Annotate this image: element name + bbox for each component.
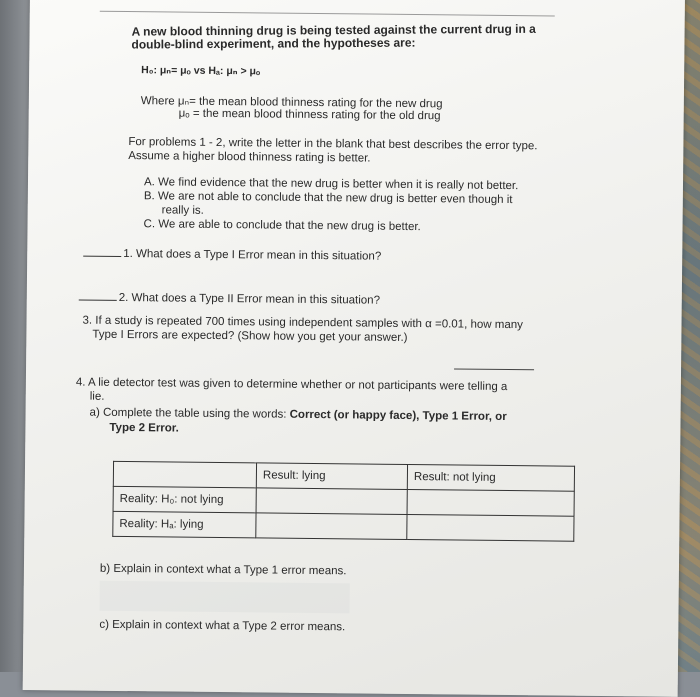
where-old-drug: μₒ = the mean blood thinness rating for the old drug <box>178 107 441 123</box>
header-result-lying: Result: lying <box>256 463 407 490</box>
where-new-drug: Where μₙ= the mean blood thinness rating for the new drug <box>140 95 443 111</box>
question-4a-line-2: Type 2 Error. <box>109 421 179 435</box>
worksheet-paper <box>23 0 685 697</box>
hypotheses: H₀: μₙ= μₒ vs Hₐ: μₙ > μₒ <box>141 64 261 78</box>
instructions-line-2: Assume a higher blood thinness rating is better. <box>128 150 371 165</box>
header-result-not-lying: Result: not lying <box>407 464 574 491</box>
option-a: A. We find evidence that the new drug is better when it is really not better. <box>143 176 519 193</box>
option-c: C. We are able to conclude that the new drug is better. <box>143 218 421 234</box>
answer-blank-2[interactable] <box>79 291 117 301</box>
answer-line-3[interactable] <box>454 368 534 370</box>
question-4-line-2: lie. <box>89 390 105 403</box>
question-1: 1. What does a Type I Error mean in this situation? <box>83 247 381 263</box>
cell-not-lying-not-lying[interactable] <box>407 489 574 516</box>
question-4-line-1: 4. A lie detector test was given to determine whether or not participants were telling a <box>75 376 508 394</box>
row-reality-lying: Reality: Hₐ: lying <box>113 511 256 537</box>
question-4a-line-1: a) Complete the table using the words: Correct (or happy face), Type 1 Error, or <box>89 406 507 424</box>
top-rule <box>100 11 555 17</box>
question-4c: c) Explain in context what a Type 2 error means. <box>99 618 346 634</box>
row-reality-not-lying: Reality: H₀: not lying <box>113 486 256 512</box>
option-b-line-2: really is. <box>161 204 204 217</box>
intro-line-2: double-blind experiment, and the hypotheses are: <box>131 35 416 52</box>
question-3-line-1: 3. If a study is repeated 700 times using independent samples with α =0.01, how many <box>82 314 523 332</box>
faint-show-through <box>100 581 350 614</box>
intro-line-1: A new blood thinning drug is being tested against the current drug in a <box>131 21 536 39</box>
table-corner-cell <box>113 461 256 487</box>
question-2: 2. What does a Type II Error mean in this situation? <box>79 291 380 307</box>
question-3-line-2: Type I Errors are expected? (Show how you get your answer.) <box>92 328 408 344</box>
answer-blank-1[interactable] <box>83 247 121 257</box>
option-b-line-1: B. We are not able to conclude that the new drug is better even though it <box>143 190 513 207</box>
question-4b: b) Explain in context what a Type 1 error means. <box>99 562 347 578</box>
cell-lying-lying[interactable] <box>256 513 407 540</box>
results-table <box>112 461 575 542</box>
cell-lying-not-lying[interactable] <box>407 514 574 541</box>
cell-not-lying-lying[interactable] <box>256 488 407 515</box>
instructions-line-1: For problems 1 - 2, write the letter in the blank that best describes the error type. <box>128 136 538 153</box>
